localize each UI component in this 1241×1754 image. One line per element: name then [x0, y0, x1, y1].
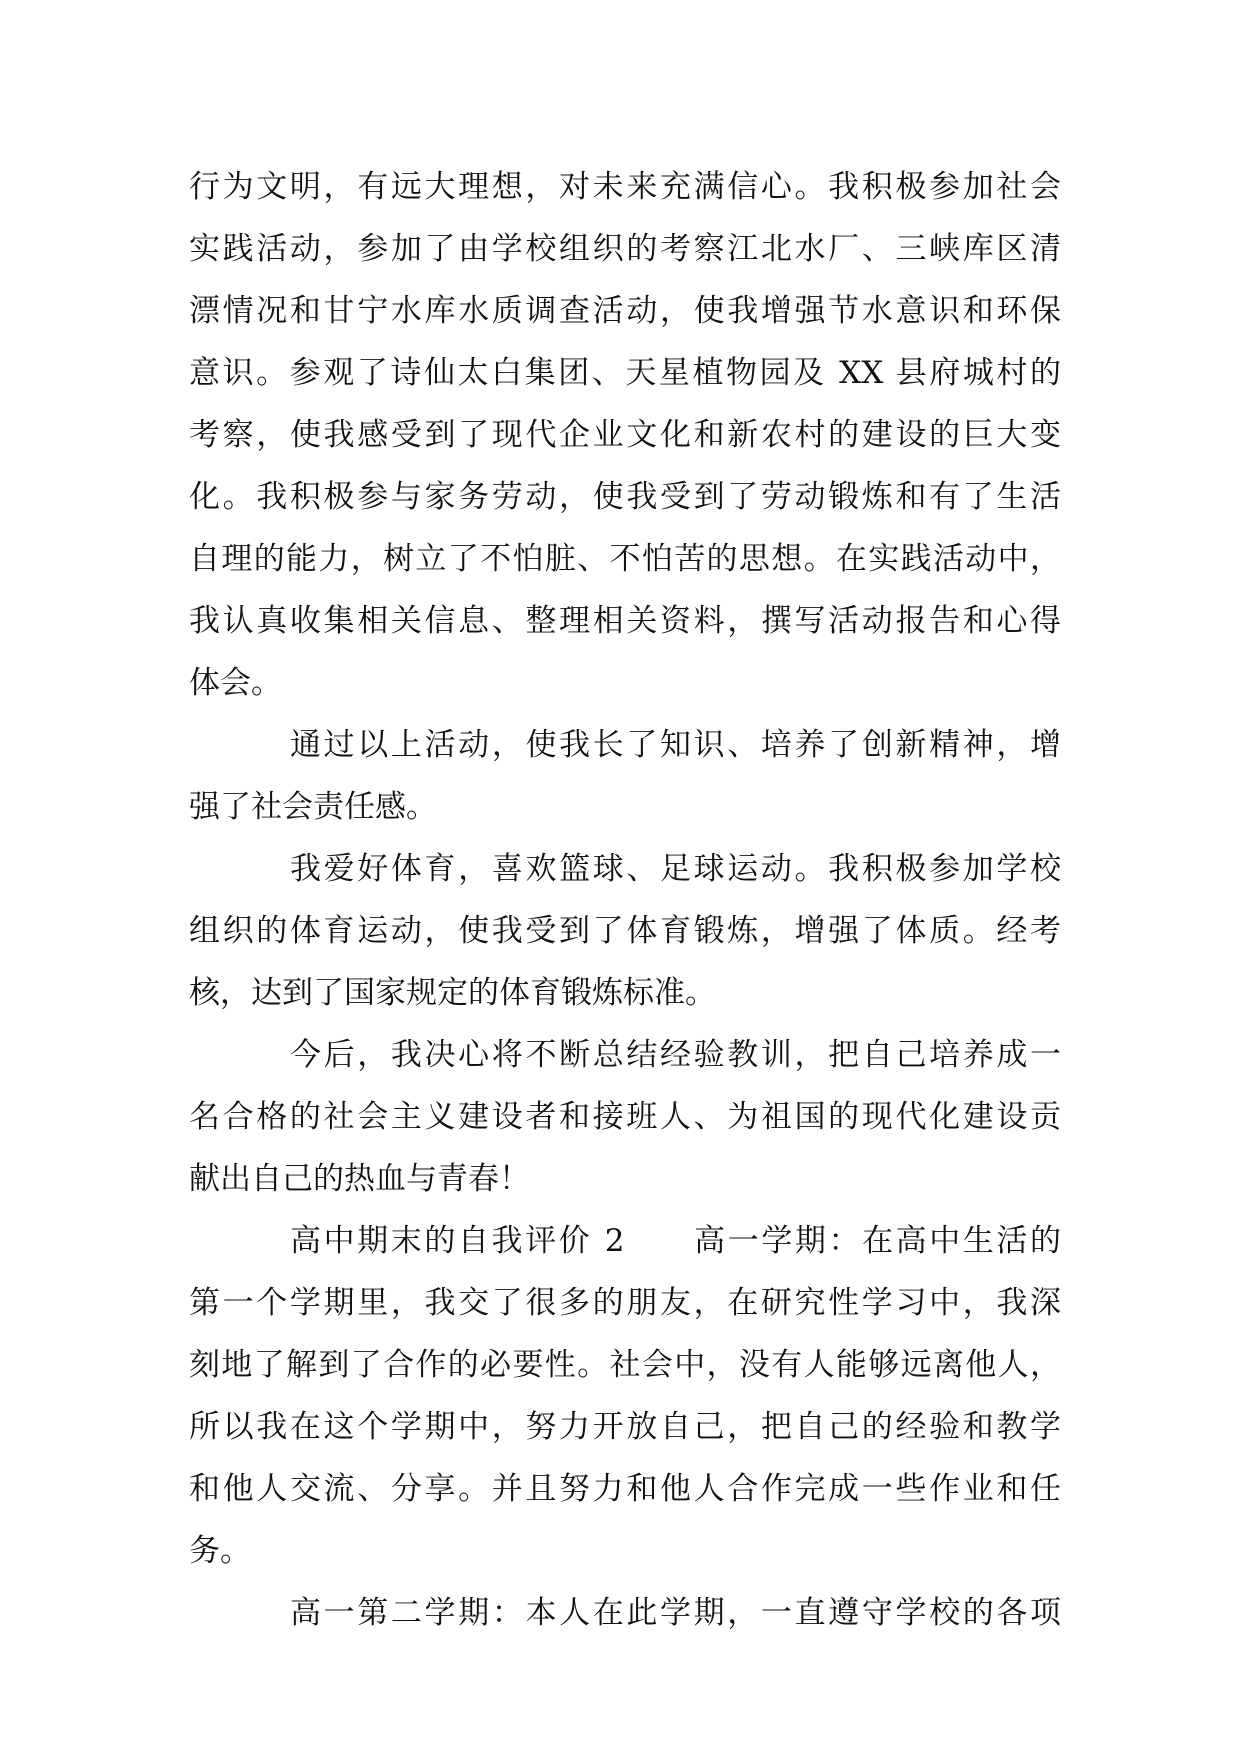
- body-text: [189, 156, 1061, 1644]
- text-line: 高中期末的自我评价 2 高一学期：在高中生活的: [290, 1223, 1061, 1259]
- text-line: 我爱好体育，喜欢篮球、足球运动。我积极参加学校: [290, 851, 1061, 887]
- text-line: 实践活动，参加了由学校组织的考察江北水厂、三峡库区清: [189, 231, 1061, 267]
- text-line: 我认真收集相关信息、整理相关资料，撰写活动报告和心得: [189, 603, 1061, 639]
- text-line: 意识。参观了诗仙太白集团、天星植物园及 XX 县府城村的: [189, 355, 1061, 391]
- text-line: 核，达到了国家规定的体育锻炼标准。: [189, 975, 716, 1011]
- text-line: 今后，我决心将不断总结经验教训，把自己培养成一: [290, 1037, 1061, 1073]
- text-line: 考察，使我感受到了现代企业文化和新农村的建设的巨大变: [189, 417, 1061, 453]
- text-line: 高一第二学期：本人在此学期，一直遵守学校的各项: [290, 1595, 1061, 1631]
- text-line: 组织的体育运动，使我受到了体育锻炼，增强了体质。经考: [189, 913, 1061, 949]
- text-line: 自理的能力，树立了不怕脏、不怕苦的思想。在实践活动中，: [189, 541, 1061, 577]
- text-line: 体会。: [189, 665, 282, 701]
- text-line: 通过以上活动，使我长了知识、培养了创新精神，增: [290, 727, 1061, 763]
- text-line: 所以我在这个学期中，努力开放自己，把自己的经验和教学: [189, 1409, 1061, 1445]
- text-line: 强了社会责任感。: [189, 789, 437, 825]
- text-line: 和他人交流、分享。并且努力和他人合作完成一些作业和任: [189, 1471, 1061, 1507]
- text-line: 漂情况和甘宁水库水质调查活动，使我增强节水意识和环保: [189, 293, 1061, 329]
- text-line: 名合格的社会主义建设者和接班人、为祖国的现代化建设贡: [189, 1099, 1061, 1135]
- text-line: 化。我积极参与家务劳动，使我受到了劳动锻炼和有了生活: [189, 479, 1061, 515]
- text-line: 务。: [189, 1533, 251, 1569]
- text-line: 行为文明，有远大理想，对未来充满信心。我积极参加社会: [189, 169, 1061, 205]
- text-line: 第一个学期里，我交了很多的朋友，在研究性学习中，我深: [189, 1285, 1061, 1321]
- text-line: 献出自己的热血与青春！: [189, 1161, 530, 1197]
- text-line: 刻地了解到了合作的必要性。社会中，没有人能够远离他人，: [189, 1347, 1061, 1383]
